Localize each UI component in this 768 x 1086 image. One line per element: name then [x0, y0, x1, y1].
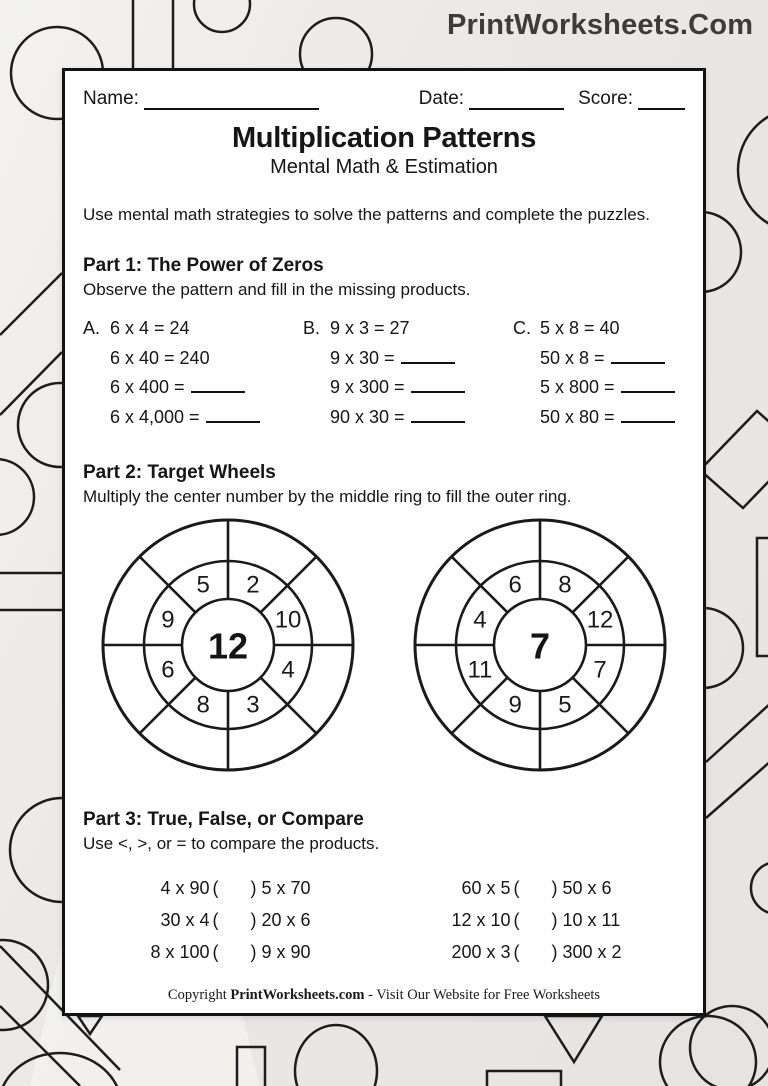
part1-column-b [303, 314, 513, 432]
equation-row: 6 x 4,000 = [110, 403, 303, 433]
compare-row: 60 x 5 ( ) 50 x 6 [427, 872, 643, 904]
wheel-ring-number: 9 [161, 606, 175, 634]
worksheet-title: Multiplication Patterns [231, 122, 537, 154]
part3-left-column [83, 872, 384, 968]
compare-row: 12 x 10 ( ) 10 x 11 [427, 904, 643, 936]
column-letter: B. [303, 318, 321, 338]
wheel-ring-number: 12 [586, 606, 614, 634]
equation-row: 6 x 4 = 24 [110, 318, 190, 338]
wheel-ring-number: 8 [196, 691, 210, 719]
wheel-center-number: 7 [529, 625, 551, 667]
worksheet-instruction: Use mental math strategies to solve the patterns and complete the puzzles. [83, 205, 650, 224]
answer-blank [411, 408, 465, 423]
equation-row: 50 x 80 = [540, 403, 685, 433]
part1-subheading: Observe the pattern and fill in the missing products. [83, 280, 471, 299]
answer-blank [621, 378, 675, 393]
answer-blank [411, 378, 465, 393]
target-wheels-area [83, 517, 685, 779]
compare-row: 8 x 100 ( ) 9 x 90 [126, 936, 342, 968]
name-label: Name: [83, 88, 139, 109]
paren-open: ( [513, 878, 520, 898]
paren-close: ) [250, 878, 257, 898]
column-letter: C. [513, 318, 531, 338]
target-wheel-right [412, 517, 668, 773]
column-letter: A. [83, 318, 101, 338]
equation-row: 50 x 8 = [540, 344, 685, 374]
equation-row: 9 x 300 = [330, 373, 513, 403]
wheel-ring-number: 8 [558, 571, 572, 599]
paren-close: ) [551, 878, 558, 898]
target-wheel-svg [412, 517, 668, 773]
wheel-ring-number: 3 [246, 691, 260, 719]
wheel-ring-number: 7 [593, 656, 607, 684]
compare-row: 200 x 3 ( ) 300 x 2 [427, 936, 643, 968]
wheel-ring-number: 11 [467, 656, 493, 684]
equation-row: 90 x 30 = [330, 403, 513, 433]
equation-row: 5 x 8 = 40 [540, 318, 620, 338]
paren-open: ( [513, 942, 520, 962]
name-date-score-row [83, 88, 685, 110]
answer-blank [206, 408, 260, 423]
answer-blank [401, 349, 455, 364]
paren-close: ) [250, 910, 257, 930]
equation-row: 6 x 40 = 240 [110, 347, 210, 368]
site-brand-header: PrintWorksheets.Com [447, 9, 754, 41]
wheel-ring-number: 2 [246, 571, 260, 599]
worksheet-subtitle: Mental Math & Estimation [270, 156, 498, 178]
answer-blank [191, 378, 245, 393]
part1-column-c [513, 314, 685, 432]
paren-close: ) [551, 942, 558, 962]
paren-open: ( [513, 910, 520, 930]
wheel-ring-number: 6 [508, 571, 522, 599]
footer-brand: PrintWorksheets.com [230, 987, 365, 1003]
date-label: Date: [418, 88, 465, 109]
part3-heading: Part 3: True, False, or Compare [83, 809, 364, 830]
paren-close: ) [551, 910, 558, 930]
answer-blank [611, 349, 665, 364]
part3-subheading: Use <, >, or = to compare the products. [83, 834, 380, 853]
compare-row: 4 x 90 ( ) 5 x 70 [126, 872, 342, 904]
part2-subheading: Multiply the center number by the middle ring to fill the outer ring. [83, 487, 572, 506]
part1-pattern-grid [83, 314, 685, 432]
compare-row: 30 x 4 ( ) 20 x 6 [126, 904, 342, 936]
paren-close: ) [250, 942, 257, 962]
target-wheel-left [100, 517, 356, 773]
equation-row: 6 x 400 = [110, 373, 303, 403]
paren-open: ( [212, 910, 219, 930]
score-label: Score: [578, 88, 633, 109]
wheel-ring-number: 10 [274, 606, 302, 634]
wheel-ring-number: 9 [508, 691, 522, 719]
wheel-ring-number: 6 [161, 656, 175, 684]
wheel-center-number: 12 [207, 625, 249, 667]
score-blank-line [638, 92, 685, 110]
part1-column-a [83, 314, 303, 432]
part3-compare-grid [83, 872, 685, 968]
wheel-ring-number: 5 [196, 571, 210, 599]
target-wheel-svg [100, 517, 356, 773]
equation-row: 9 x 30 = [330, 344, 513, 374]
part1-heading: Part 1: The Power of Zeros [83, 255, 324, 276]
paren-open: ( [212, 878, 219, 898]
wheel-ring-number: 4 [473, 606, 487, 634]
worksheet-page [62, 68, 706, 1016]
wheel-ring-number: 4 [281, 656, 295, 684]
copyright-footer: Copyright PrintWorksheets.com - Visit Our Website for Free Worksheets [167, 987, 601, 1003]
answer-blank [621, 408, 675, 423]
equation-row: 9 x 3 = 27 [330, 318, 410, 338]
paren-open: ( [212, 942, 219, 962]
equation-row: 5 x 800 = [540, 373, 685, 403]
part3-right-column [384, 872, 685, 968]
name-blank-line [144, 92, 319, 110]
wheel-ring-number: 5 [558, 691, 572, 719]
date-blank-line [469, 92, 564, 110]
part2-heading: Part 2: Target Wheels [83, 462, 276, 483]
